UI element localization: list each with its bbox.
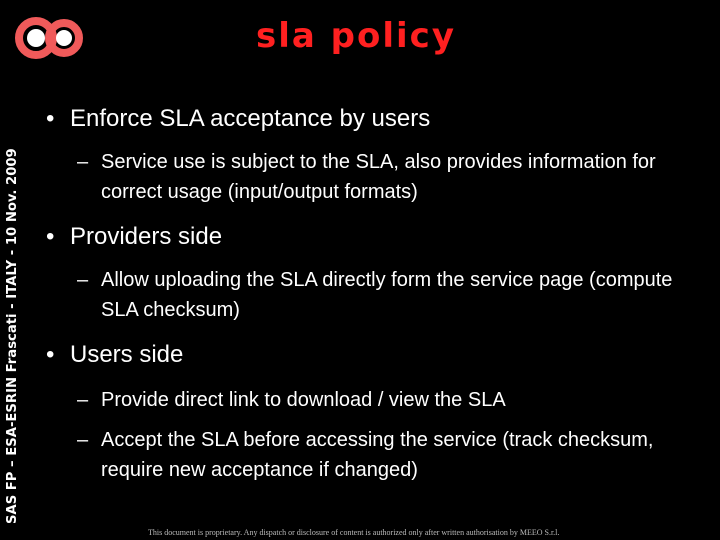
sub-bullet-dash: –: [77, 151, 89, 173]
bullet-text: Users side: [70, 341, 184, 368]
double-ring-logo-icon: [14, 8, 84, 64]
bullet-dot: •: [46, 105, 55, 132]
sub-bullet-text: Service use is subject to the SLA, also provides information for correct usage (input/output formats): [101, 151, 656, 203]
sub-bullet-item: [77, 425, 677, 485]
bullet-dot: •: [46, 223, 55, 250]
sub-bullet-item: [77, 265, 677, 325]
sub-bullet-dash: –: [77, 269, 89, 291]
bullet-item: [46, 104, 430, 134]
sub-bullet-item: [77, 147, 677, 207]
sub-bullet-item: [77, 385, 677, 415]
footer-disclaimer: This document is proprietary. Any dispatch or disclosure of content is authorized only after written authorisation by MEEO S.r.l.: [148, 528, 560, 537]
side-event-label: SAS FP – ESA-ESRIN Frascati - ITALY - 10 Nov. 2009: [5, 148, 20, 524]
bullet-item: [46, 222, 222, 252]
bullet-item: [46, 340, 183, 370]
sub-bullet-text: Provide direct link to download / view the SLA: [101, 389, 506, 411]
slide-title: sla policy: [256, 16, 456, 56]
bullet-dot: •: [46, 341, 55, 368]
sub-bullet-text: Allow uploading the SLA directly form the service page (compute SLA checksum): [101, 269, 673, 321]
sub-bullet-dash: –: [77, 429, 89, 451]
bullet-text: Enforce SLA acceptance by users: [70, 105, 431, 132]
sub-bullet-text: Accept the SLA before accessing the service (track checksum, require new acceptance if changed): [101, 429, 654, 481]
bullet-text: Providers side: [70, 223, 223, 250]
sub-bullet-dash: –: [77, 389, 89, 411]
